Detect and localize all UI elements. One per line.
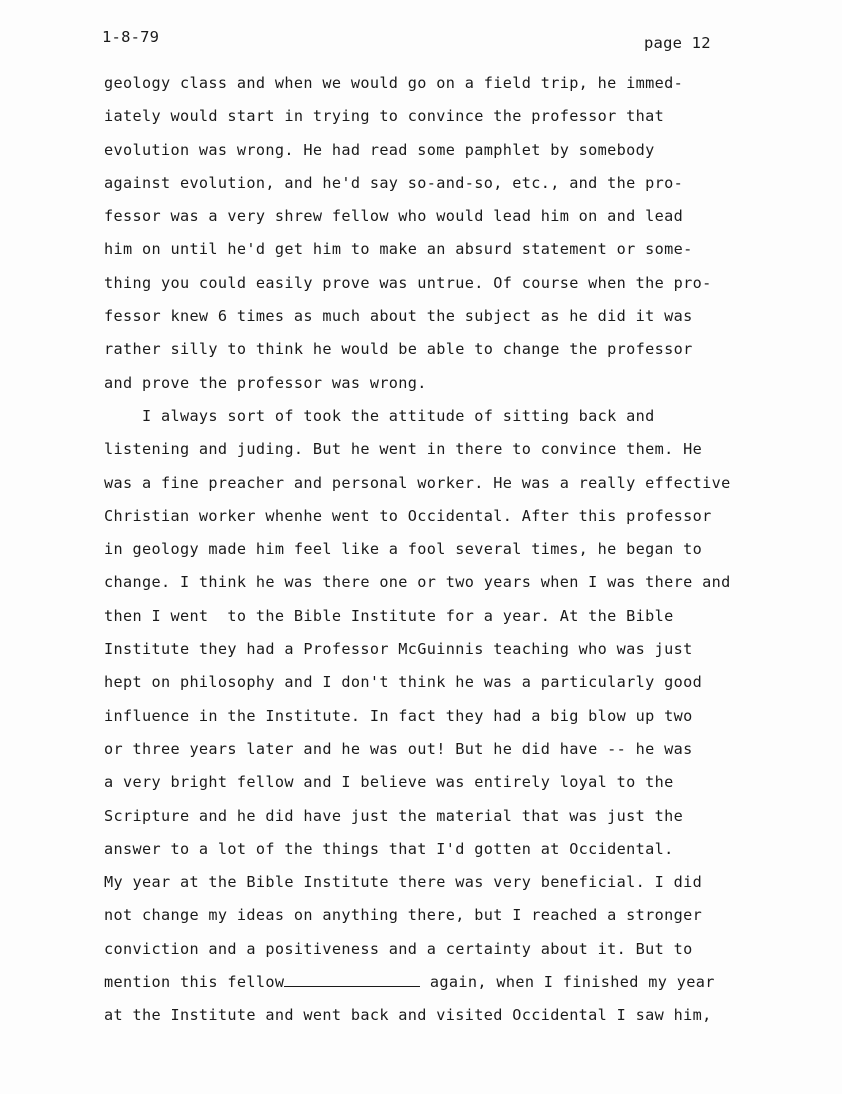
date-header: 1-8-79 [102, 28, 160, 46]
text-line-with-blank [104, 966, 824, 999]
text-line: geology class and when we would go on a field trip, he immed- [104, 74, 684, 92]
text-line: rather silly to think he would be able to change the professor [104, 340, 693, 359]
text-line: in geology made him feel like a fool several times, he began to [104, 540, 703, 559]
text-line: him on until he'd get him to make an absurd statement or some- [104, 240, 693, 259]
text-line: Christian worker whenhe went to Occidental. After this professor [104, 506, 712, 525]
text-line: My year at the Bible Institute there was very beneficial. I did [104, 873, 703, 892]
text-line: fessor was a very shrew fellow who would lead him on and lead [104, 207, 684, 226]
text-line: then I went to the Bible Institute for a year. At the Bible [104, 606, 674, 625]
text-line: or three years later and he was out! But he did have -- he was [104, 739, 693, 758]
name-blank [284, 985, 420, 987]
text-line: iately would start in trying to convince the professor that [104, 107, 665, 126]
text-line: evolution was wrong. He had read some pamphlet by somebody [104, 140, 655, 159]
text-line: conviction and a positiveness and a certainty about it. But to [104, 939, 693, 958]
text-line: I always sort of took the attitude of sitting back and [104, 406, 655, 425]
text-line: hept on philosophy and I don't think he was a particularly good [104, 673, 703, 692]
text-line: Institute they had a Professor McGuinnis teaching who was just [104, 640, 693, 659]
text-line: against evolution, and he'd say so-and-so, etc., and the pro- [104, 173, 684, 192]
text-line: Scripture and he did have just the material that was just the [104, 806, 684, 825]
text-line: change. I think he was there one or two years when I was there and [104, 573, 731, 592]
blank-line-after: again, when I finished my year [420, 973, 715, 992]
text-line: at the Institute and went back and visited Occidental I saw him, [104, 1006, 712, 1025]
text-line: and prove the professor was wrong. [104, 373, 427, 392]
text-line: was a fine preacher and personal worker. He was a really effective [104, 473, 731, 492]
text-line: not change my ideas on anything there, but I reached a stronger [104, 906, 703, 925]
text-line: listening and juding. But he went in there to convince them. He [104, 440, 703, 459]
text-line: influence in the Institute. In fact they had a big blow up two [104, 706, 693, 725]
page-number: page 12 [644, 34, 711, 52]
text-line: fessor knew 6 times as much about the subject as he did it was [104, 307, 693, 326]
text-line: answer to a lot of the things that I'd gotten at Occidental. [104, 839, 674, 858]
text-line: thing you could easily prove was untrue. Of course when the pro- [104, 273, 712, 292]
blank-line-before: mention this fellow [104, 973, 285, 992]
text-line: a very bright fellow and I believe was entirely loyal to the [104, 773, 674, 792]
body-text [104, 67, 824, 1033]
